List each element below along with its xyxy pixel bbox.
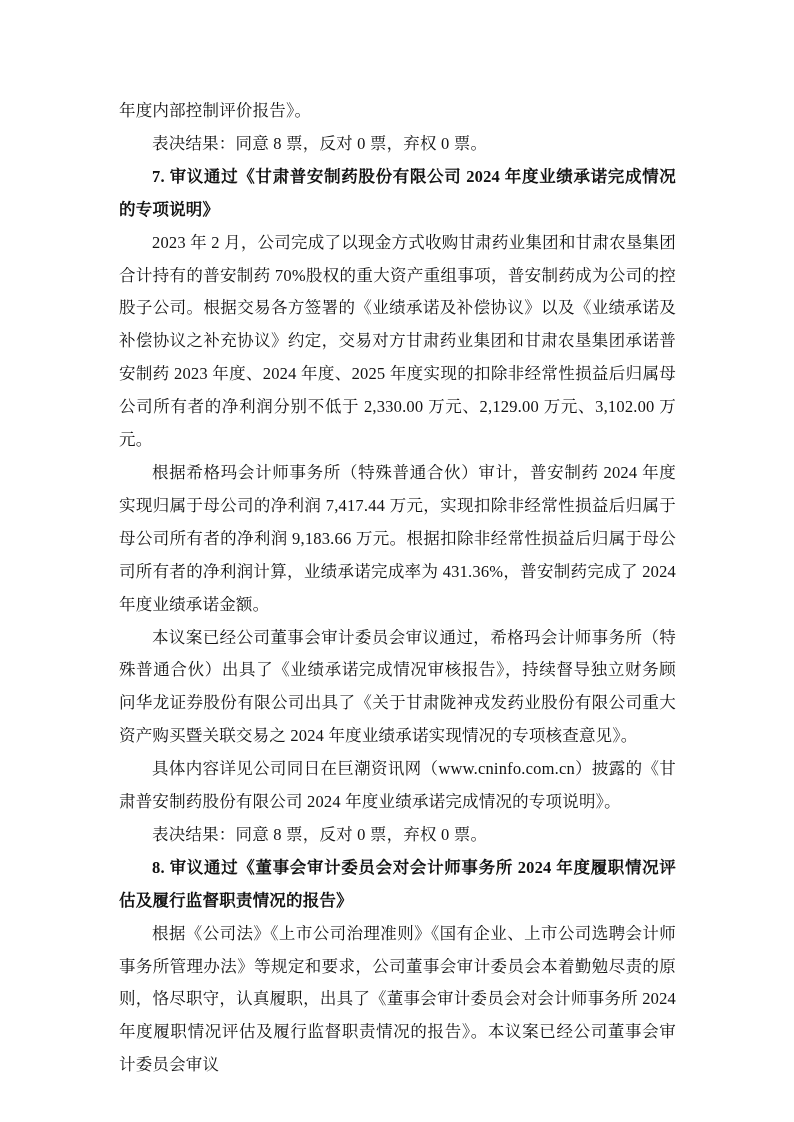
item7-paragraph-acquisition-background: 2023 年 2 月，公司完成了以现金方式收购甘肃药业集团和甘肃农垦集团合计持有的普安制药 70%股权的重大资产重组事项，普安制药成为公司的控股子公司。根据交易各方签署的《业绩承诺及补偿协议》以及《业绩承诺及补偿协议之补充协议》约定，交易对方甘肃药业集团和甘肃农垦集团承诺普安制药 2023 年度、2024 年度、2025 年度实现的扣除非经常性损益后归属母公司所有者的净利润分别不低于 2,330.00 万元、2,129.00 万元、3,102.00 万元。 (119, 232, 676, 450)
item7-paragraph-committee-approval: 本议案已经公司董事会审计委员会审议通过，希格玛会计师事务所（特殊普通合伙）出具了《业绩承诺完成情况审核报告》，持续督导独立财务顾问华龙证券股份有限公司出具了《关于甘肃陇神戎发药业股份有限公司重大资产购买暨关联交易之 2024 年度业绩承诺实现情况的专项核查意见》。 (119, 627, 676, 746)
vote-result-item7: 表决结果：同意 8 票，反对 0 票，弃权 0 票。 (152, 824, 488, 844)
paragraph-continuation-internal-control-report: 年度内部控制评价报告》。 (119, 101, 312, 120)
item7-heading: 7. 审议通过《甘肃普安制药股份有限公司 2024 年度业绩承诺完成情况的专项说明》 (119, 166, 676, 219)
document-body (119, 95, 676, 1082)
item8-paragraph-audit-committee-duties: 根据《公司法》《上市公司治理准则》《国有企业、上市公司选聘会计师事务所管理办法》等规定和要求，公司董事会审计委员会本着勤勉尽责的原则，恪尽职守，认真履职，出具了《董事会审计委员会对会计师事务所 2024 年度履职情况评估及履行监督职责情况的报告》。本议案已经公司董事会审计委员会审议 (119, 923, 676, 1075)
item7-paragraph-audit-results: 根据希格玛会计师事务所（特殊普通合伙）审计，普安制药 2024 年度实现归属于母公司的净利润 7,417.44 万元，实现扣除非经常性损益后归属于母公司所有者的净利润 9,183.66 万元。根据扣除非经常性损益后归属于母公司所有者的净利润计算，业绩承诺完成率为 431.36%，普安制药完成了 2024 年度业绩承诺金额。 (119, 462, 676, 614)
item7-paragraph-disclosure-reference: 具体内容详见公司同日在巨潮资讯网（www.cninfo.com.cn）披露的《甘肃普安制药股份有限公司 2024 年度业绩承诺完成情况的专项说明》。 (119, 759, 676, 812)
vote-result-item6: 表决结果：同意 8 票，反对 0 票，弃权 0 票。 (152, 133, 488, 153)
item8-heading: 8. 审议通过《董事会审计委员会对会计师事务所 2024 年度履职情况评估及履行监督职责情况的报告》 (119, 857, 676, 910)
